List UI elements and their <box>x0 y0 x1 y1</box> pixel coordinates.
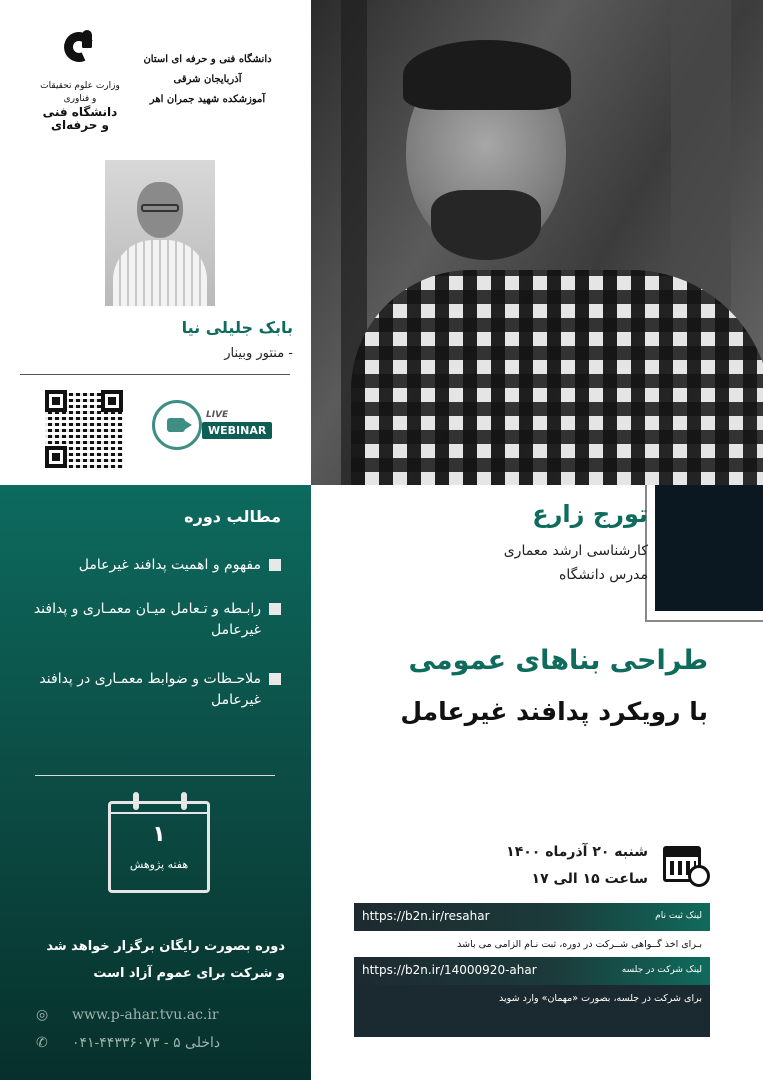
website-contact[interactable] <box>36 1007 276 1023</box>
topic-item: ملاحـظات و ضوابط معمـاری در پدافند غیرعامل <box>16 669 281 711</box>
square-bullet-icon <box>269 673 281 685</box>
speaker-degree: کارشناسی ارشد معماری <box>503 543 648 559</box>
calendar-label: هفته پژوهش <box>129 858 189 871</box>
webinar-title-line-2: با رویکرد پدافند غیرعامل <box>400 697 708 726</box>
schedule-date: شنبه ۲۰ آذرماه ۱۴۰۰ <box>506 844 648 860</box>
webinar-label: WEBINAR <box>202 422 272 439</box>
phone-number[interactable]: ۰۴۱-۴۴۳۳۶۰۷۳ - داخلی ۵ <box>72 1035 221 1051</box>
square-bullet-icon <box>269 603 281 615</box>
registration-link[interactable] <box>354 903 710 931</box>
free-course-note: دوره بصورت رایگان برگزار خواهد شد و شرکت برای عموم آزاد است <box>46 939 285 981</box>
phone-icon: ✆ <box>36 1035 48 1051</box>
speaker-role: مدرس دانشگاه <box>559 567 648 583</box>
speaker-name: تورج زارع <box>532 500 648 528</box>
session-label: لینک شرکت در جلسه <box>621 965 702 975</box>
session-link-box <box>354 957 710 1037</box>
registration-note: بـرای اخذ گــواهی شــرکت در دوره، ثبت نـام الزامی می باشد <box>457 939 702 950</box>
calendar-number: ۱ <box>152 822 166 847</box>
mentor-photo <box>105 160 215 306</box>
university-logo <box>40 30 120 132</box>
registration-label: لینک ثبت نام <box>655 911 702 921</box>
globe-icon: ◎ <box>36 1007 49 1023</box>
calendar-icon <box>108 801 210 893</box>
institution-line-1: دانشگاه فنی و حرفه ای استان آذربایجان شرقی <box>143 54 272 85</box>
institution-name <box>135 50 280 110</box>
logo-line-1: وزارت علوم تحقیقات و فناوری <box>40 81 120 104</box>
live-label: LIVE <box>206 410 229 420</box>
phone-contact[interactable] <box>36 1035 276 1051</box>
session-note: برای شرکت در جلسه، بصورت «مهمان» وارد شوید <box>354 985 710 1037</box>
mentor-name: بابک جلیلی نیا <box>181 318 293 337</box>
decorative-block <box>655 485 763 611</box>
calendar-clock-icon <box>663 846 701 882</box>
schedule-time: ساعت ۱۵ الی ۱۷ <box>531 871 648 887</box>
institution-line-2: آموزشکده شهید جمران اهر <box>149 94 266 105</box>
registration-link-box <box>354 903 710 958</box>
topics-title: مطالب دوره <box>184 507 281 526</box>
logo-line-2: دانشگاه فنی و حرفه‌ای <box>42 105 118 132</box>
speaker-photo <box>311 0 763 485</box>
registration-url[interactable]: https://b2n.ir/resahar <box>362 909 490 923</box>
divider <box>20 374 290 375</box>
session-link[interactable] <box>354 957 710 985</box>
video-camera-icon <box>152 400 202 450</box>
divider <box>35 775 275 776</box>
webinar-badge <box>152 398 277 454</box>
university-logo-icon <box>54 30 106 74</box>
topics-panel <box>0 485 311 1080</box>
qr-code <box>45 390 123 468</box>
topic-item: رابـطه و تـعامل میـان معمـاری و پدافند غیرعامل <box>16 599 281 641</box>
topic-item: مفهوم و اهمیت پدافند غیرعامل <box>16 555 281 576</box>
website-url[interactable]: www.p-ahar.tvu.ac.ir <box>72 1007 219 1023</box>
square-bullet-icon <box>269 559 281 571</box>
mentor-role: - منتور وبینار <box>224 346 293 361</box>
session-url[interactable]: https://b2n.ir/14000920-ahar <box>362 963 537 977</box>
webinar-title-line-1: طراحی بناهای عمومی <box>408 645 708 676</box>
logo-caption <box>40 80 120 132</box>
